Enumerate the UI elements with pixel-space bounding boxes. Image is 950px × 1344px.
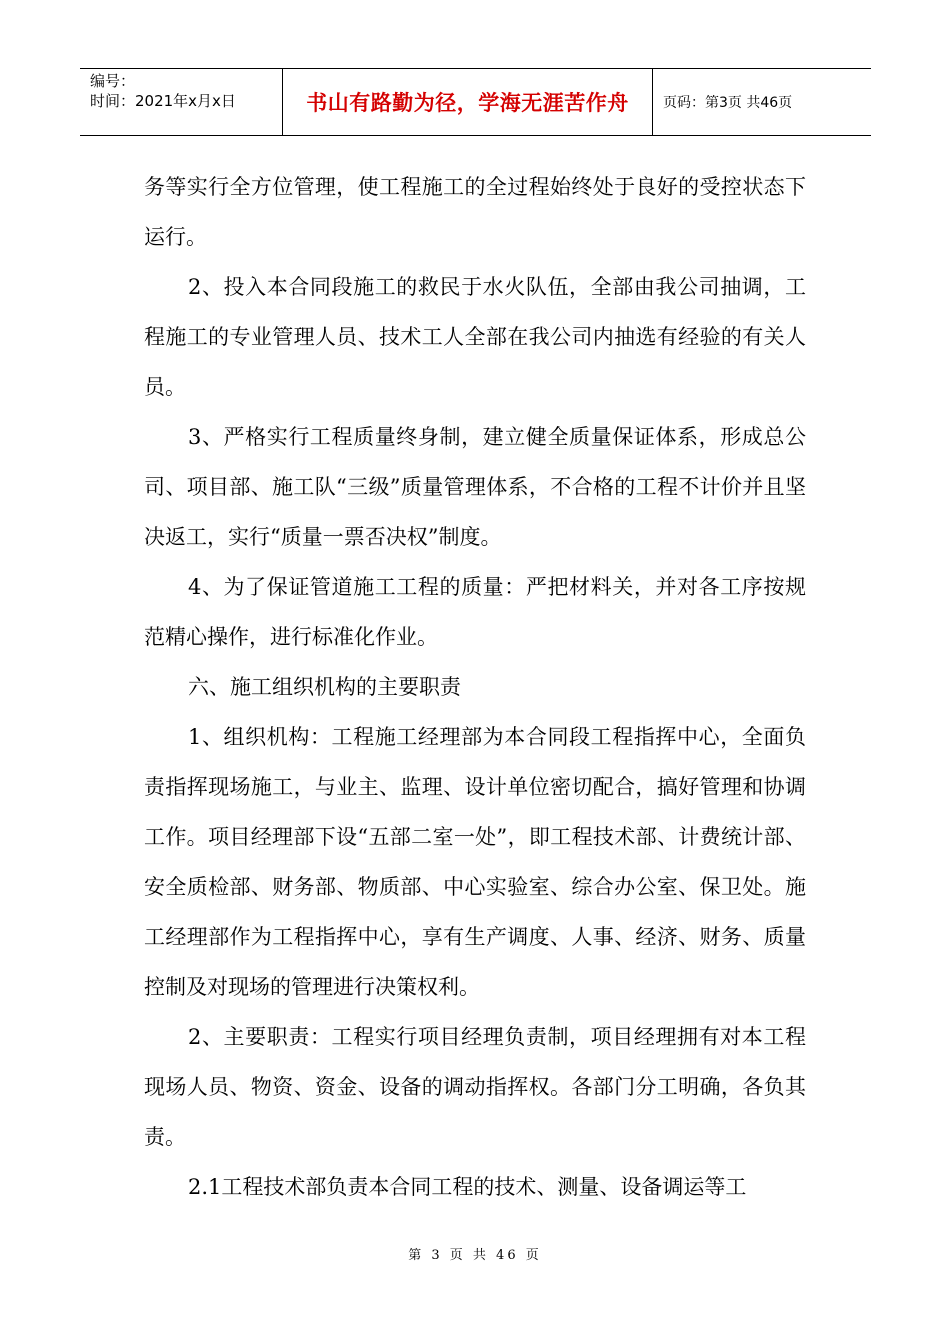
document-header bbox=[80, 68, 871, 136]
page-footer: 第 3 页 共 46 页 bbox=[408, 1248, 542, 1263]
paragraph: 3、严格实行工程质量终身制，建立健全质量保证体系，形成总公司、项目部、施工队“三级”质量管理体系，不合格的工程不计价并且坚决返工，实行“质量一票否决权”制度。 bbox=[144, 425, 806, 549]
paragraph: 2、主要职责：工程实行项目经理负责制，项目经理拥有对本工程现场人员、物资、资金、设备的调动指挥权。各部门分工明确，各负其责。 bbox=[144, 1025, 806, 1149]
header-page-info: 页码：第3页 共46页 bbox=[663, 95, 793, 111]
header-motto: 书山有路勤为径，学海无涯苦作舟 bbox=[282, 69, 653, 135]
document-number-label: 编号： bbox=[90, 72, 136, 90]
paragraph: 4、为了保证管道施工工程的质量：严把材料关，并对各工序按规范精心操作，进行标准化作业。 bbox=[144, 575, 806, 649]
paragraph: 2、投入本合同段施工的救民于水火队伍，全部由我公司抽调，工程施工的专业管理人员、技术工人全部在我公司内抽选有经验的有关人员。 bbox=[144, 275, 806, 399]
document-time-label: 时间：2021年x月x日 bbox=[90, 92, 236, 110]
header-meta bbox=[80, 69, 282, 135]
paragraph: 1、组织机构：工程施工经理部为本合同段工程指挥中心，全面负责指挥现场施工，与业主、监理、设计单位密切配合，搞好管理和协调工作。项目经理部下设“五部二室一处”，即工程技术部、计费统计部、安全质检部、财务部、物质部、中心实验室、综合办公室、保卫处。施工经理部作为工程指挥中心，享有生产调度、人事、经济、财务、质量控制及对现场的管理进行决策权利。 bbox=[144, 725, 806, 999]
document-body bbox=[144, 162, 806, 1212]
section-heading: 六、施工组织机构的主要职责 bbox=[188, 675, 461, 699]
paragraph-continuation: 务等实行全方位管理，使工程施工的全过程始终处于良好的受控状态下运行。 bbox=[144, 175, 806, 249]
paragraph: 2.1工程技术部负责本合同工程的技术、测量、设备调运等工 bbox=[188, 1175, 747, 1199]
